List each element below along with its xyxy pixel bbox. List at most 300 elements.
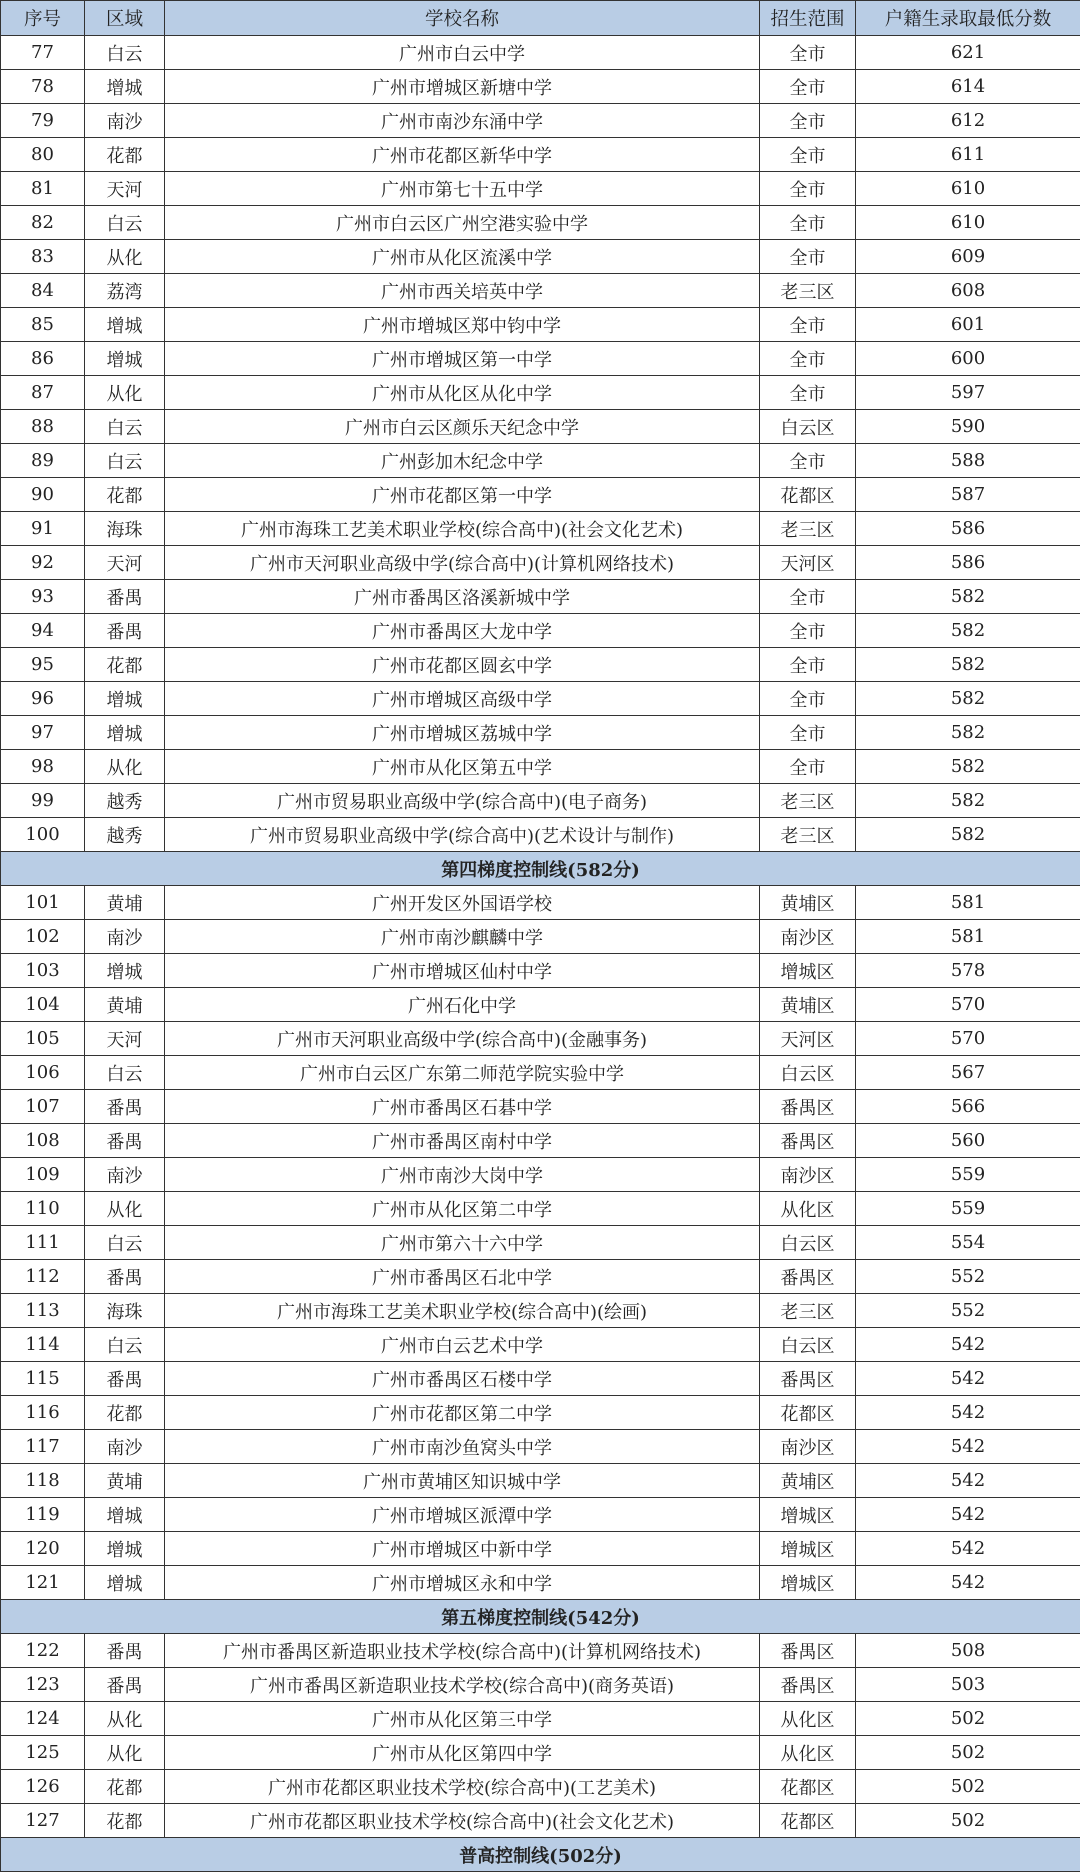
table-row — [1, 682, 1080, 716]
cell-serial-no: 124 — [1, 1702, 85, 1736]
cell-serial-no: 86 — [1, 342, 85, 376]
cell-enrollment-scope: 全市 — [760, 206, 856, 240]
cell-min-score: 614 — [856, 70, 1080, 104]
cell-district: 海珠 — [85, 512, 165, 546]
table-row — [1, 410, 1080, 444]
cell-school-name: 广州市增城区派潭中学 — [165, 1498, 760, 1532]
cell-serial-no: 97 — [1, 716, 85, 750]
cell-serial-no: 90 — [1, 478, 85, 512]
table-row — [1, 36, 1080, 70]
cell-serial-no: 85 — [1, 308, 85, 342]
table-row — [1, 1362, 1080, 1396]
cell-serial-no: 108 — [1, 1124, 85, 1158]
cell-enrollment-scope: 番禺区 — [760, 1362, 856, 1396]
cell-enrollment-scope: 黄埔区 — [760, 886, 856, 920]
cell-school-name: 广州市增城区高级中学 — [165, 682, 760, 716]
cell-district: 白云 — [85, 1056, 165, 1090]
table-row — [1, 1430, 1080, 1464]
cell-min-score: 610 — [856, 206, 1080, 240]
table-row — [1, 1396, 1080, 1430]
cell-min-score: 582 — [856, 614, 1080, 648]
cell-serial-no: 84 — [1, 274, 85, 308]
cell-enrollment-scope: 黄埔区 — [760, 988, 856, 1022]
cell-school-name: 广州市白云中学 — [165, 36, 760, 70]
cell-school-name: 广州市白云区广州空港实验中学 — [165, 206, 760, 240]
cell-district: 南沙 — [85, 920, 165, 954]
table-row — [1, 1056, 1080, 1090]
cell-min-score: 542 — [856, 1532, 1080, 1566]
cell-enrollment-scope: 南沙区 — [760, 1430, 856, 1464]
cell-min-score: 559 — [856, 1192, 1080, 1226]
cell-district: 番禺 — [85, 1668, 165, 1702]
cell-school-name: 广州市黄埔区知识城中学 — [165, 1464, 760, 1498]
cell-enrollment-scope: 番禺区 — [760, 1124, 856, 1158]
cell-min-score: 609 — [856, 240, 1080, 274]
table-row — [1, 1464, 1080, 1498]
cell-district: 增城 — [85, 1498, 165, 1532]
cell-serial-no: 111 — [1, 1226, 85, 1260]
cell-serial-no: 114 — [1, 1328, 85, 1362]
cell-enrollment-scope: 花都区 — [760, 1804, 856, 1838]
cell-school-name: 广州市番禺区新造职业技术学校(综合高中)(商务英语) — [165, 1668, 760, 1702]
cell-district: 南沙 — [85, 1430, 165, 1464]
table-row — [1, 70, 1080, 104]
cell-serial-no: 99 — [1, 784, 85, 818]
cell-district: 越秀 — [85, 818, 165, 852]
cell-school-name: 广州市增城区仙村中学 — [165, 954, 760, 988]
cell-enrollment-scope: 增城区 — [760, 1498, 856, 1532]
cell-district: 番禺 — [85, 1090, 165, 1124]
cell-district: 番禺 — [85, 1634, 165, 1668]
cell-serial-no: 103 — [1, 954, 85, 988]
table-row — [1, 546, 1080, 580]
cell-enrollment-scope: 天河区 — [760, 1022, 856, 1056]
cell-district: 从化 — [85, 750, 165, 784]
cell-district: 番禺 — [85, 580, 165, 614]
cell-enrollment-scope: 从化区 — [760, 1192, 856, 1226]
cell-enrollment-scope: 全市 — [760, 240, 856, 274]
table-body — [1, 36, 1080, 1872]
table-row — [1, 1022, 1080, 1056]
control-line-label: 第四梯度控制线(582分) — [1, 852, 1080, 886]
cell-enrollment-scope: 老三区 — [760, 784, 856, 818]
cell-enrollment-scope: 全市 — [760, 308, 856, 342]
cell-enrollment-scope: 南沙区 — [760, 920, 856, 954]
cell-enrollment-scope: 全市 — [760, 172, 856, 206]
table-row — [1, 818, 1080, 852]
cell-serial-no: 95 — [1, 648, 85, 682]
cell-serial-no: 119 — [1, 1498, 85, 1532]
table-row — [1, 172, 1080, 206]
cell-enrollment-scope: 老三区 — [760, 818, 856, 852]
cell-district: 增城 — [85, 308, 165, 342]
cell-district: 天河 — [85, 1022, 165, 1056]
cell-school-name: 广州市南沙东涌中学 — [165, 104, 760, 138]
table-row — [1, 1294, 1080, 1328]
cell-serial-no: 106 — [1, 1056, 85, 1090]
cell-school-name: 广州市南沙鱼窝头中学 — [165, 1430, 760, 1464]
cell-min-score: 582 — [856, 682, 1080, 716]
cell-enrollment-scope: 花都区 — [760, 1770, 856, 1804]
cell-enrollment-scope: 从化区 — [760, 1702, 856, 1736]
cell-serial-no: 83 — [1, 240, 85, 274]
cell-serial-no: 104 — [1, 988, 85, 1022]
cell-school-name: 广州石化中学 — [165, 988, 760, 1022]
cell-min-score: 566 — [856, 1090, 1080, 1124]
cell-district: 花都 — [85, 1396, 165, 1430]
cell-serial-no: 78 — [1, 70, 85, 104]
table-row — [1, 512, 1080, 546]
cell-enrollment-scope: 从化区 — [760, 1736, 856, 1770]
cell-serial-no: 105 — [1, 1022, 85, 1056]
table-row — [1, 478, 1080, 512]
control-line-row — [1, 1838, 1080, 1872]
table-row — [1, 444, 1080, 478]
table-row — [1, 1702, 1080, 1736]
control-line-label: 普高控制线(502分) — [1, 1838, 1080, 1872]
cell-school-name: 广州市增城区新塘中学 — [165, 70, 760, 104]
cell-district: 增城 — [85, 1566, 165, 1600]
cell-district: 白云 — [85, 410, 165, 444]
table-row — [1, 580, 1080, 614]
table-row — [1, 1770, 1080, 1804]
cell-min-score: 560 — [856, 1124, 1080, 1158]
cell-enrollment-scope: 增城区 — [760, 954, 856, 988]
cell-school-name: 广州市番禺区石楼中学 — [165, 1362, 760, 1396]
cell-enrollment-scope: 全市 — [760, 376, 856, 410]
cell-enrollment-scope: 老三区 — [760, 512, 856, 546]
table-row — [1, 138, 1080, 172]
cell-serial-no: 113 — [1, 1294, 85, 1328]
cell-district: 花都 — [85, 1770, 165, 1804]
cell-min-score: 582 — [856, 818, 1080, 852]
table-row — [1, 1498, 1080, 1532]
cell-serial-no: 117 — [1, 1430, 85, 1464]
cell-school-name: 广州市南沙麒麟中学 — [165, 920, 760, 954]
cell-min-score: 587 — [856, 478, 1080, 512]
header-enrollment-scope: 招生范围 — [760, 1, 856, 36]
cell-school-name: 广州市花都区第一中学 — [165, 478, 760, 512]
cell-min-score: 567 — [856, 1056, 1080, 1090]
cell-enrollment-scope: 全市 — [760, 750, 856, 784]
cell-serial-no: 91 — [1, 512, 85, 546]
cell-district: 从化 — [85, 1192, 165, 1226]
cell-district: 增城 — [85, 342, 165, 376]
cell-school-name: 广州市花都区新华中学 — [165, 138, 760, 172]
table-row — [1, 376, 1080, 410]
table-row — [1, 886, 1080, 920]
cell-enrollment-scope: 全市 — [760, 36, 856, 70]
cell-district: 白云 — [85, 444, 165, 478]
cell-school-name: 广州市白云艺术中学 — [165, 1328, 760, 1362]
cell-district: 增城 — [85, 70, 165, 104]
cell-district: 花都 — [85, 648, 165, 682]
cell-school-name: 广州市南沙大岗中学 — [165, 1158, 760, 1192]
cell-school-name: 广州市番禺区洛溪新城中学 — [165, 580, 760, 614]
cell-min-score: 542 — [856, 1362, 1080, 1396]
cell-enrollment-scope: 全市 — [760, 342, 856, 376]
cell-serial-no: 101 — [1, 886, 85, 920]
header-serial-no: 序号 — [1, 1, 85, 36]
cell-min-score: 559 — [856, 1158, 1080, 1192]
cell-serial-no: 92 — [1, 546, 85, 580]
cell-min-score: 612 — [856, 104, 1080, 138]
cell-enrollment-scope: 白云区 — [760, 1328, 856, 1362]
cell-school-name: 广州市贸易职业高级中学(综合高中)(艺术设计与制作) — [165, 818, 760, 852]
cell-min-score: 502 — [856, 1770, 1080, 1804]
cell-district: 白云 — [85, 1328, 165, 1362]
cell-serial-no: 107 — [1, 1090, 85, 1124]
table-row — [1, 342, 1080, 376]
cell-district: 白云 — [85, 206, 165, 240]
cell-serial-no: 80 — [1, 138, 85, 172]
cell-district: 天河 — [85, 172, 165, 206]
cell-school-name: 广州市增城区第一中学 — [165, 342, 760, 376]
cell-serial-no: 81 — [1, 172, 85, 206]
cell-min-score: 503 — [856, 1668, 1080, 1702]
cell-min-score: 582 — [856, 580, 1080, 614]
cell-serial-no: 87 — [1, 376, 85, 410]
cell-min-score: 611 — [856, 138, 1080, 172]
cell-enrollment-scope: 番禺区 — [760, 1260, 856, 1294]
cell-district: 番禺 — [85, 1260, 165, 1294]
cell-district: 白云 — [85, 1226, 165, 1260]
cell-serial-no: 109 — [1, 1158, 85, 1192]
cell-min-score: 502 — [856, 1702, 1080, 1736]
cell-district: 番禺 — [85, 1124, 165, 1158]
table-row — [1, 1532, 1080, 1566]
header-school-name: 学校名称 — [165, 1, 760, 36]
table-row — [1, 1124, 1080, 1158]
cell-enrollment-scope: 全市 — [760, 716, 856, 750]
cell-serial-no: 121 — [1, 1566, 85, 1600]
cell-district: 天河 — [85, 546, 165, 580]
cell-serial-no: 100 — [1, 818, 85, 852]
table-row — [1, 1192, 1080, 1226]
cell-serial-no: 115 — [1, 1362, 85, 1396]
cell-district: 白云 — [85, 36, 165, 70]
cell-min-score: 578 — [856, 954, 1080, 988]
cell-district: 增城 — [85, 716, 165, 750]
cell-district: 从化 — [85, 1702, 165, 1736]
cell-school-name: 广州市第六十六中学 — [165, 1226, 760, 1260]
cell-district: 越秀 — [85, 784, 165, 818]
cell-district: 南沙 — [85, 104, 165, 138]
cell-district: 增城 — [85, 954, 165, 988]
cell-min-score: 542 — [856, 1464, 1080, 1498]
table-row — [1, 274, 1080, 308]
table-row — [1, 1090, 1080, 1124]
cell-min-score: 554 — [856, 1226, 1080, 1260]
cell-min-score: 581 — [856, 886, 1080, 920]
cell-serial-no: 79 — [1, 104, 85, 138]
cell-min-score: 570 — [856, 988, 1080, 1022]
table-row — [1, 1736, 1080, 1770]
cell-min-score: 610 — [856, 172, 1080, 206]
cell-school-name: 广州市白云区广东第二师范学院实验中学 — [165, 1056, 760, 1090]
cell-school-name: 广州市增城区荔城中学 — [165, 716, 760, 750]
table-row — [1, 1566, 1080, 1600]
cell-serial-no: 98 — [1, 750, 85, 784]
cell-serial-no: 112 — [1, 1260, 85, 1294]
cell-enrollment-scope: 全市 — [760, 580, 856, 614]
cell-enrollment-scope: 天河区 — [760, 546, 856, 580]
cell-min-score: 608 — [856, 274, 1080, 308]
cell-school-name: 广州市天河职业高级中学(综合高中)(金融事务) — [165, 1022, 760, 1056]
cell-serial-no: 93 — [1, 580, 85, 614]
cell-school-name: 广州市从化区第三中学 — [165, 1702, 760, 1736]
cell-enrollment-scope: 全市 — [760, 614, 856, 648]
cell-district: 从化 — [85, 1736, 165, 1770]
cell-serial-no: 82 — [1, 206, 85, 240]
cell-enrollment-scope: 全市 — [760, 682, 856, 716]
cell-school-name: 广州市从化区从化中学 — [165, 376, 760, 410]
cell-enrollment-scope: 全市 — [760, 444, 856, 478]
cell-enrollment-scope: 花都区 — [760, 478, 856, 512]
cell-min-score: 542 — [856, 1396, 1080, 1430]
cell-serial-no: 127 — [1, 1804, 85, 1838]
cell-serial-no: 110 — [1, 1192, 85, 1226]
cell-min-score: 552 — [856, 1294, 1080, 1328]
header-row — [1, 1, 1080, 36]
cell-min-score: 621 — [856, 36, 1080, 70]
table-row — [1, 1260, 1080, 1294]
cell-district: 从化 — [85, 376, 165, 410]
cell-school-name: 广州市番禺区大龙中学 — [165, 614, 760, 648]
table-row — [1, 648, 1080, 682]
cell-school-name: 广州市天河职业高级中学(综合高中)(计算机网络技术) — [165, 546, 760, 580]
cell-enrollment-scope: 白云区 — [760, 1056, 856, 1090]
control-line-row — [1, 1600, 1080, 1634]
cell-min-score: 582 — [856, 784, 1080, 818]
cell-min-score: 581 — [856, 920, 1080, 954]
cell-school-name: 广州市第七十五中学 — [165, 172, 760, 206]
cell-school-name: 广州开发区外国语学校 — [165, 886, 760, 920]
cell-serial-no: 123 — [1, 1668, 85, 1702]
header-district: 区域 — [85, 1, 165, 36]
cell-district: 海珠 — [85, 1294, 165, 1328]
cell-school-name: 广州市番禺区石北中学 — [165, 1260, 760, 1294]
control-line-row — [1, 852, 1080, 886]
cell-enrollment-scope: 增城区 — [760, 1566, 856, 1600]
table-row — [1, 750, 1080, 784]
cell-district: 番禺 — [85, 614, 165, 648]
cell-min-score: 552 — [856, 1260, 1080, 1294]
cell-enrollment-scope: 全市 — [760, 104, 856, 138]
cell-serial-no: 120 — [1, 1532, 85, 1566]
cell-school-name: 广州市从化区第二中学 — [165, 1192, 760, 1226]
cell-school-name: 广州彭加木纪念中学 — [165, 444, 760, 478]
table-row — [1, 784, 1080, 818]
table-row — [1, 104, 1080, 138]
cell-min-score: 502 — [856, 1736, 1080, 1770]
cell-school-name: 广州市海珠工艺美术职业学校(综合高中)(绘画) — [165, 1294, 760, 1328]
cell-serial-no: 102 — [1, 920, 85, 954]
table-row — [1, 240, 1080, 274]
cell-enrollment-scope: 南沙区 — [760, 1158, 856, 1192]
cell-school-name: 广州市番禺区石碁中学 — [165, 1090, 760, 1124]
cell-min-score: 542 — [856, 1328, 1080, 1362]
cell-school-name: 广州市从化区第四中学 — [165, 1736, 760, 1770]
cell-min-score: 570 — [856, 1022, 1080, 1056]
cell-district: 花都 — [85, 138, 165, 172]
cell-school-name: 广州市花都区职业技术学校(综合高中)(社会文化艺术) — [165, 1804, 760, 1838]
cell-enrollment-scope: 白云区 — [760, 1226, 856, 1260]
cell-min-score: 582 — [856, 750, 1080, 784]
cell-district: 南沙 — [85, 1158, 165, 1192]
control-line-label: 第五梯度控制线(542分) — [1, 1600, 1080, 1634]
cell-serial-no: 126 — [1, 1770, 85, 1804]
cell-school-name: 广州市增城区中新中学 — [165, 1532, 760, 1566]
cell-school-name: 广州市花都区圆玄中学 — [165, 648, 760, 682]
table-row — [1, 988, 1080, 1022]
cell-school-name: 广州市花都区职业技术学校(综合高中)(工艺美术) — [165, 1770, 760, 1804]
table-row — [1, 1226, 1080, 1260]
table-row — [1, 1668, 1080, 1702]
cell-min-score: 508 — [856, 1634, 1080, 1668]
cell-enrollment-scope: 白云区 — [760, 410, 856, 444]
cell-district: 黄埔 — [85, 988, 165, 1022]
cell-enrollment-scope: 老三区 — [760, 1294, 856, 1328]
table-row — [1, 920, 1080, 954]
cell-min-score: 600 — [856, 342, 1080, 376]
cell-min-score: 542 — [856, 1498, 1080, 1532]
cell-serial-no: 94 — [1, 614, 85, 648]
cell-enrollment-scope: 番禺区 — [760, 1090, 856, 1124]
cell-min-score: 597 — [856, 376, 1080, 410]
cell-serial-no: 77 — [1, 36, 85, 70]
cell-school-name: 广州市从化区第五中学 — [165, 750, 760, 784]
cell-enrollment-scope: 黄埔区 — [760, 1464, 856, 1498]
table-header — [1, 1, 1080, 36]
cell-school-name: 广州市增城区永和中学 — [165, 1566, 760, 1600]
table-row — [1, 206, 1080, 240]
cell-school-name: 广州市海珠工艺美术职业学校(综合高中)(社会文化艺术) — [165, 512, 760, 546]
cell-serial-no: 125 — [1, 1736, 85, 1770]
cell-district: 黄埔 — [85, 886, 165, 920]
cell-min-score: 586 — [856, 546, 1080, 580]
cell-enrollment-scope: 全市 — [760, 138, 856, 172]
cell-school-name: 广州市增城区郑中钧中学 — [165, 308, 760, 342]
table-row — [1, 1328, 1080, 1362]
cell-min-score: 582 — [856, 648, 1080, 682]
cell-enrollment-scope: 增城区 — [760, 1532, 856, 1566]
cell-enrollment-scope: 番禺区 — [760, 1668, 856, 1702]
table-row — [1, 308, 1080, 342]
cell-min-score: 542 — [856, 1430, 1080, 1464]
cell-district: 花都 — [85, 1804, 165, 1838]
cell-min-score: 582 — [856, 716, 1080, 750]
cell-serial-no: 96 — [1, 682, 85, 716]
cell-min-score: 586 — [856, 512, 1080, 546]
cell-school-name: 广州市番禺区新造职业技术学校(综合高中)(计算机网络技术) — [165, 1634, 760, 1668]
cell-district: 荔湾 — [85, 274, 165, 308]
cell-district: 番禺 — [85, 1362, 165, 1396]
cell-school-name: 广州市贸易职业高级中学(综合高中)(电子商务) — [165, 784, 760, 818]
cell-min-score: 542 — [856, 1566, 1080, 1600]
cell-district: 从化 — [85, 240, 165, 274]
table-row — [1, 614, 1080, 648]
cell-serial-no: 122 — [1, 1634, 85, 1668]
cell-school-name: 广州市花都区第二中学 — [165, 1396, 760, 1430]
cell-serial-no: 116 — [1, 1396, 85, 1430]
cell-district: 花都 — [85, 478, 165, 512]
cell-school-name: 广州市西关培英中学 — [165, 274, 760, 308]
cell-enrollment-scope: 全市 — [760, 70, 856, 104]
cell-enrollment-scope: 老三区 — [760, 274, 856, 308]
header-min-score: 户籍生录取最低分数 — [856, 1, 1080, 36]
cell-enrollment-scope: 番禺区 — [760, 1634, 856, 1668]
